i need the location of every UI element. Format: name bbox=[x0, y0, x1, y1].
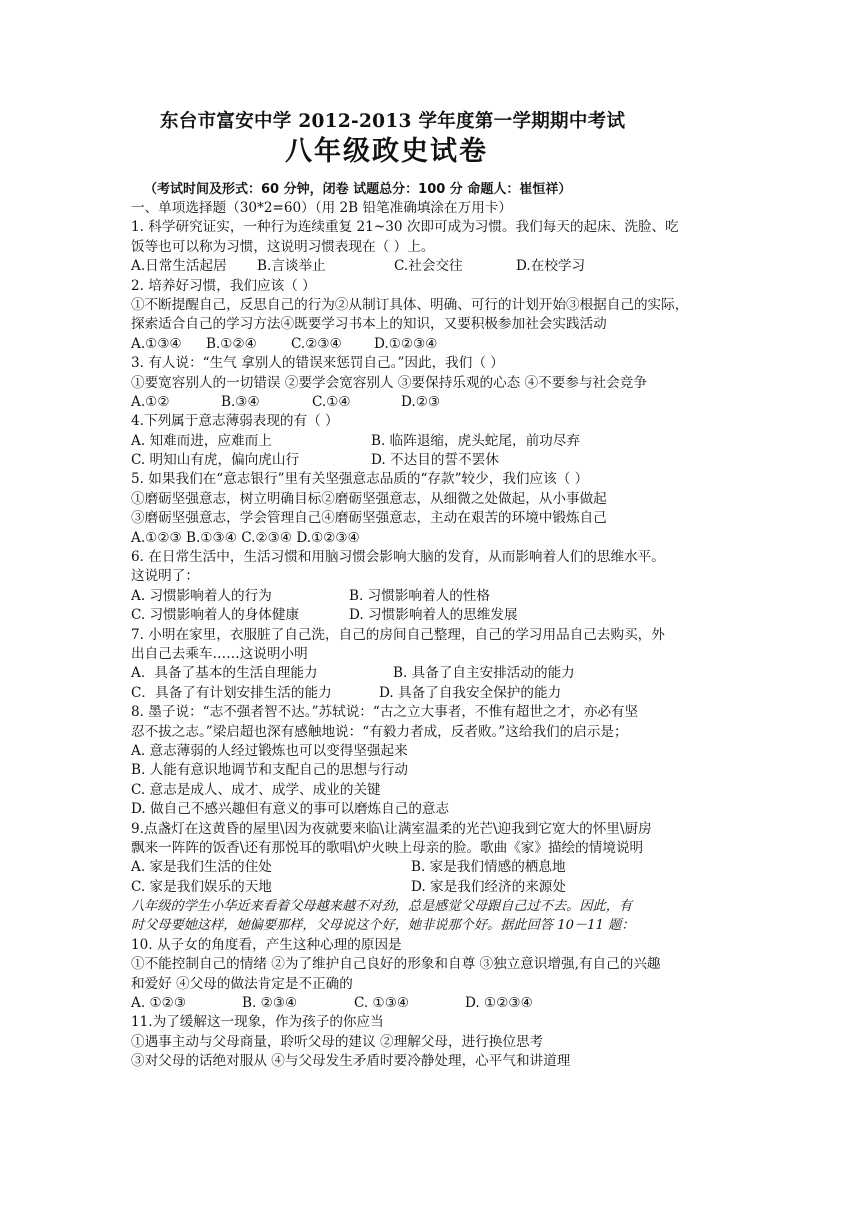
q3-option-c: C.①④ bbox=[312, 393, 351, 410]
q3-items: ①要宽容别人的一切错误 ②要学会宽容别人 ③要保持乐观的心态 ④不要参与社会竞争 bbox=[131, 374, 647, 391]
q1-option-b: B.言谈举止 bbox=[257, 258, 326, 275]
q3-options bbox=[131, 393, 739, 412]
exam-subtitle: 八年级政史试卷 bbox=[285, 136, 488, 167]
q5-items-line2: ③磨砺坚强意志，学会管理自己④磨砺坚强意志，主动在艰苦的环境中锻炼自己 bbox=[131, 510, 607, 527]
q8-option-a: A. 意志薄弱的人经过锻炼也可以变得坚强起来 bbox=[131, 742, 408, 759]
q7-stem-line2: 出自己去乘车……这说明小明 bbox=[131, 645, 308, 662]
q10-options bbox=[131, 994, 739, 1013]
q7-options-row2 bbox=[131, 684, 739, 703]
exam-title: 东台市富安中学 2012-2013 学年度第一学期期中考试 bbox=[160, 111, 626, 132]
q7-option-a: A．具备了基本的生活自理能力 bbox=[131, 665, 318, 682]
q3-option-b: B.③④ bbox=[221, 393, 260, 410]
q10-option-d: D. ①②③④ bbox=[465, 995, 533, 1012]
q9-option-a: A. 家是我们生活的住处 bbox=[131, 859, 272, 876]
q1-option-a: A.日常生活起居 bbox=[131, 258, 227, 275]
q8-option-d: D. 做自己不感兴趣但有意义的事可以磨炼自己的意志 bbox=[131, 801, 450, 818]
q7-option-c: C．具备了有计划安排生活的能力 bbox=[131, 684, 332, 701]
q4-option-d: D. 不达目的誓不罢休 bbox=[371, 452, 499, 469]
q9-option-c: C. 家是我们娱乐的天地 bbox=[131, 878, 272, 895]
q4-option-c: C. 明知山有虎，偏向虎山行 bbox=[131, 452, 300, 469]
q6-option-c: C. 习惯影响着人的身体健康 bbox=[131, 607, 300, 624]
exam-info: （考试时间及形式：60 分钟，闭卷 试题总分：100 分 命题人：崔恒祥） bbox=[144, 182, 572, 197]
q1-stem-line1: 1. 科学研究证实，一种行为连续重复 21~30 次即可成为习惯。我们每天的起床、洗脸、吃 bbox=[131, 219, 679, 236]
q6-stem-line2: 这说明了： bbox=[131, 568, 199, 585]
exam-body bbox=[131, 199, 739, 1072]
q4-options-row2 bbox=[131, 451, 739, 470]
q10-option-b: B. ②③④ bbox=[242, 995, 298, 1012]
q9-option-d: D. 家是我们经济的来源处 bbox=[411, 878, 566, 895]
q8-option-c: C. 意志是成人、成才、成学、成业的关键 bbox=[131, 781, 381, 798]
q2-items-line2: 探索适合自己的学习方法④既要学习书本上的知识，又要积极参加社会实践活动 bbox=[131, 316, 607, 333]
q10-option-c: C. ①③④ bbox=[354, 995, 410, 1012]
q8-stem-line2: 忍不拔之志。”梁启超也深有感触地说：“有毅力者成，反者败。”这给我们的启示是； bbox=[131, 723, 628, 740]
q9-options-row1 bbox=[131, 858, 739, 877]
q2-option-c: C.②③④ bbox=[291, 335, 342, 352]
q9-stem-line2: 飘来一阵阵的饭香\还有那悦耳的歌唱\炉火映上母亲的脸。歌曲《家》描绘的情境说明 bbox=[131, 839, 644, 856]
q6-option-a: A. 习惯影响着人的行为 bbox=[131, 587, 272, 604]
q7-options-row1 bbox=[131, 664, 739, 683]
q10-items-line1: ①不能控制自己的情绪 ②为了维护自己良好的形象和自尊 ③独立意识增强,有自己的兴趣 bbox=[131, 956, 661, 973]
q4-stem: 4.下列属于意志薄弱表现的有（ ） bbox=[131, 413, 339, 430]
q10-items-line2: 和爱好 ④父母的做法肯定是不正确的 bbox=[131, 975, 353, 992]
q1-option-d: D.在校学习 bbox=[516, 258, 586, 275]
passage-line2: 时父母要她这样，她偏要那样，父母说这个好，她非说那个好。据此回答 10－11 题： bbox=[131, 918, 635, 934]
q2-option-d: D.①②③④ bbox=[374, 335, 438, 352]
q1-stem-line2: 饭等也可以称为习惯，这说明习惯表现在（ ）上。 bbox=[131, 238, 435, 255]
q3-option-a: A.①② bbox=[131, 393, 170, 410]
section-heading: 一、单项选择题（30*2=60）（用 2B 铅笔准确填涂在万用卡） bbox=[131, 200, 512, 216]
q3-option-d: D.②③ bbox=[401, 393, 441, 410]
q10-stem: 10. 从子女的角度看，产生这种心理的原因是 bbox=[131, 936, 402, 953]
q11-items-line2: ③对父母的话绝对服从 ④与父母发生矛盾时要冷静处理，心平气和讲道理 bbox=[131, 1053, 571, 1070]
q6-options-row2 bbox=[131, 606, 739, 625]
q6-options-row1 bbox=[131, 587, 739, 606]
q8-option-b: B. 人能有意识地调节和支配自己的思想与行动 bbox=[131, 762, 408, 779]
q5-options: A.①②③ B.①③④ C.②③④ D.①②③④ bbox=[131, 529, 360, 546]
q1-option-c: C.社会交往 bbox=[394, 258, 463, 275]
q5-stem: 5. 如果我们在“意志银行”里有关坚强意志品质的“存款”较少，我们应该（ ） bbox=[131, 471, 589, 488]
q7-option-b: B. 具备了自主安排活动的能力 bbox=[393, 665, 575, 682]
q5-items-line1: ①磨砺坚强意志，树立明确目标②磨砺坚强意志，从细微之处做起，从小事做起 bbox=[131, 490, 607, 507]
q4-option-a: A. 知难而进，应难而上 bbox=[131, 432, 272, 449]
q3-stem: 3. 有人说：“生气 拿别人的错误来惩罚自己。”因此，我们（ ） bbox=[131, 355, 504, 372]
passage-line1: 八年级的学生小华近来看着父母越来越不对劲，总是感觉父母跟自己过不去。因此，有 bbox=[131, 899, 633, 915]
q2-stem: 2. 培养好习惯，我们应该（ ） bbox=[131, 277, 316, 294]
q7-option-d: D. 具备了自我安全保护的能力 bbox=[379, 684, 562, 701]
q10-option-a: A. ①②③ bbox=[131, 995, 187, 1012]
q2-option-a: A.①③④ bbox=[131, 335, 182, 352]
q2-options bbox=[131, 335, 739, 354]
q11-items-line1: ①遇事主动与父母商量，聆听父母的建议 ②理解父母，进行换位思考 bbox=[131, 1033, 544, 1050]
q4-option-b: B. 临阵退缩，虎头蛇尾，前功尽弃 bbox=[371, 432, 580, 449]
q9-option-b: B. 家是我们情感的栖息地 bbox=[411, 859, 566, 876]
q2-items-line1: ①不断提醒自己，反思自己的行为②从制订具体、明确、可行的计划开始③根据自己的实际， bbox=[131, 296, 689, 313]
q8-stem-line1: 8. 墨子说：“志不强者智不达。”苏轼说：“古之立大事者，不惟有超世之才，亦必有坚 bbox=[131, 704, 639, 721]
q2-option-b: B.①②④ bbox=[206, 335, 257, 352]
q6-option-b: B. 习惯影响着人的性格 bbox=[349, 587, 490, 604]
q9-options-row2 bbox=[131, 878, 739, 897]
q4-options-row1 bbox=[131, 432, 739, 451]
q1-options bbox=[131, 257, 739, 276]
q6-option-d: D. 习惯影响着人的思维发展 bbox=[349, 607, 518, 624]
q6-stem-line1: 6. 在日常生活中，生活习惯和用脑习惯会影响大脑的发育，从而影响着人们的思维水平。 bbox=[131, 549, 665, 566]
q11-stem: 11.为了缓解这一现象，作为孩子的你应当 bbox=[131, 1014, 384, 1031]
q7-stem-line1: 7. 小明在家里，衣服脏了自己洗，自己的房间自己整理，自己的学习用品自己去购买，外 bbox=[131, 626, 665, 643]
q9-stem-line1: 9.点盏灯在这黄昏的屋里\因为夜就要来临\让满室温柔的光芒\迎我到它宽大的怀里\厨房 bbox=[131, 820, 652, 837]
